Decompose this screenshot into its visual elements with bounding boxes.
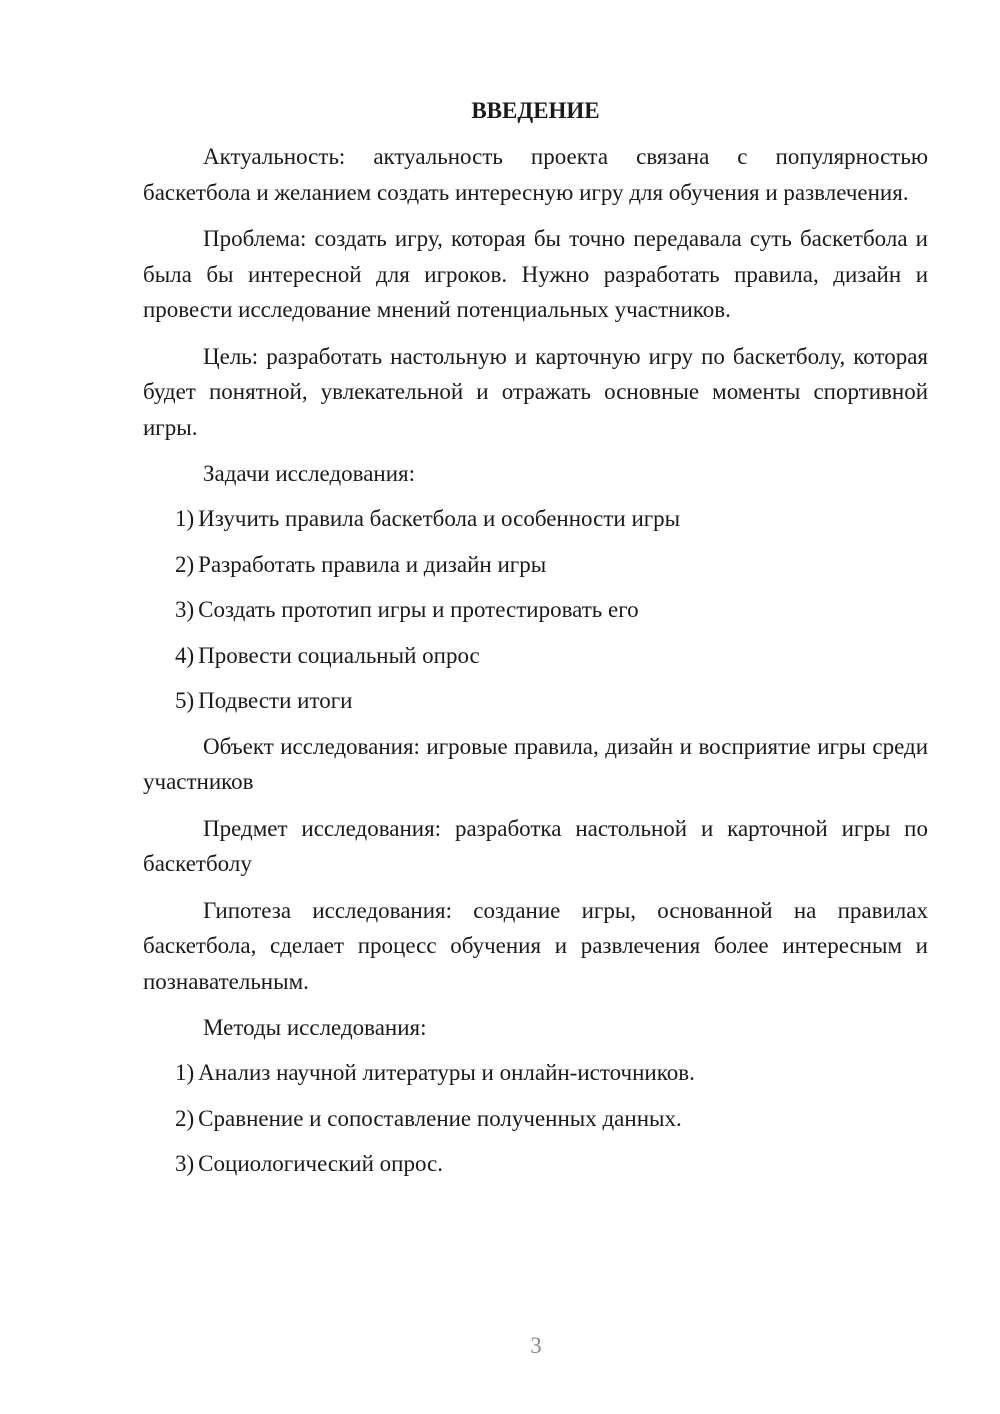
paragraph-goal: Цель: разработать настольную и карточную игру по баскетболу, которая будет понятной, увлекательной и отражать основные моменты спортивной игры. — [143, 343, 928, 440]
list-item-number: 2) — [175, 551, 195, 577]
list-item-number: 3) — [175, 597, 195, 622]
list-item-number: 4) — [175, 642, 195, 668]
list-item-text: Изучить правила баскетбола и особенности игры — [198, 506, 681, 531]
list-item — [143, 592, 928, 627]
page-title: ВВЕДЕНИЕ — [471, 98, 600, 123]
paragraph-relevance: Актуальность: актуальность проекта связана с популярностью баскетбола и желанием создать интересную игру для обучения и развлечения. — [143, 144, 928, 205]
methods-heading: Методы исследования: — [203, 1015, 427, 1040]
list-item-text: Анализ научной литературы и онлайн-источников. — [198, 1060, 695, 1085]
list-item — [143, 501, 928, 536]
methods-list — [143, 1055, 928, 1181]
list-item-text: Сравнение и сопоставление полученных данных. — [198, 1105, 682, 1131]
list-item — [143, 547, 928, 582]
list-item — [143, 1055, 928, 1090]
paragraph-problem: Проблема: создать игру, которая бы точно передавала суть баскетбола и была бы интересной для игроков. Нужно разработать правила, дизайн и провести исследование мнений потенциальных участников. — [143, 226, 928, 322]
page-number: 3 — [530, 1333, 542, 1358]
list-item — [143, 1101, 928, 1136]
list-item-text: Разработать правила и дизайн игры — [198, 551, 547, 577]
paragraph-subject: Предмет исследования: разработка настольной и карточной игры по баскетболу — [143, 815, 928, 876]
paragraph-object: Объект исследования: игровые правила, дизайн и восприятие игры среди участников — [143, 733, 928, 794]
list-item-number: 2) — [175, 1105, 195, 1131]
document-page — [143, 93, 928, 1192]
list-item — [143, 683, 928, 718]
list-item-text: Создать прототип игры и протестировать его — [198, 597, 639, 622]
list-item-text: Социологический опрос. — [198, 1151, 443, 1176]
list-item-number: 1) — [175, 506, 195, 531]
list-item — [143, 638, 928, 673]
list-item — [143, 1146, 928, 1181]
tasks-heading: Задачи исследования: — [203, 461, 416, 486]
list-item-text: Подвести итоги — [198, 688, 353, 713]
list-item-number: 5) — [175, 688, 195, 713]
list-item-text: Провести социальный опрос — [198, 642, 480, 668]
list-item-number: 1) — [175, 1060, 195, 1085]
list-item-number: 3) — [175, 1151, 195, 1176]
tasks-list — [143, 501, 928, 718]
paragraph-hypothesis: Гипотеза исследования: создание игры, основанной на правилах баскетбола, сделает процесс обучения и развлечения более интересным и познавательным. — [143, 897, 928, 994]
